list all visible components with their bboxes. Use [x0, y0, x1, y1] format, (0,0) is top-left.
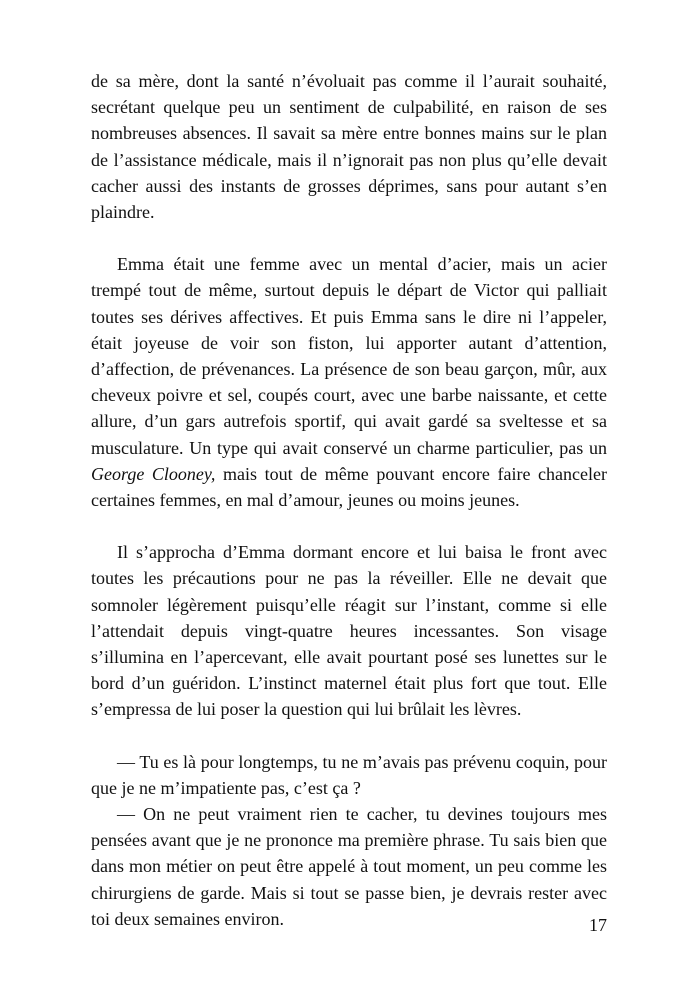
page-body — [91, 68, 607, 932]
paragraph-2 — [91, 251, 607, 513]
paragraph-1: de sa mère, dont la santé n’évoluait pas comme il l’aurait souhaité, secrétant quelque peu un sentiment de culpabilité, en raison de ses nombreuses absences. Il savait sa mère entre bonnes mains sur le plan de l’assistance médicale, mais il n’ignorait pas non plus qu’elle devait cacher aussi des instants de grosses déprimes, sans pour autant s’en plaindre. — [91, 71, 607, 223]
paragraph-2-text-end: mais tout de même pouvant encore faire chanceler certaines femmes, en mal d’amour, jeunes ou moins jeunes. — [91, 463, 607, 511]
paragraph-2-italic-name: George Clooney, — [91, 463, 216, 484]
dialogue-line-1: — Tu es là pour longtemps, tu ne m’avais pas prévenu coquin, pour que je ne m’impatiente pas, c’est ça ? — [91, 751, 607, 798]
page-number: 17 — [589, 915, 607, 935]
paragraph-2-text-start: Emma était une femme avec un mental d’acier, mais un acier trempé tout de même, surtout depuis le départ de Victor qui palliait toutes ses dérives affectives. Et puis Emma sans le dire ni l’appeler, était joyeuse de voir son fiston, lui apporter autant d’attention, d’affection, de prévenances. La présence de son beau garçon, mûr, aux cheveux poivre et sel, coupés court, avec une barbe naissante, et cette allure, d’un gars autrefois sportif, qui avait gardé sa sveltesse et sa musculature. Un type qui avait conservé un charme particulier, pas un — [91, 254, 607, 458]
dialogue-line-2: — On ne peut vraiment rien te cacher, tu devines toujours mes pensées avant que je ne prononce ma première phrase. Tu sais bien que dans mon métier on peut être appelé à tout moment, un peu comme les chirurgiens de garde. Mais si tout se passe bien, je devrais rester avec toi deux semaines environ. — [91, 804, 607, 929]
paragraph-3: Il s’approcha d’Emma dormant encore et lui baisa le front avec toutes les précautions pour ne pas la réveiller. Elle ne devait que somnoler légèrement puisqu’elle réagit sur l’instant, comme si elle l’attendait depuis vingt-quatre heures incessantes. Son visage s’illumina en l’apercevant, elle avait pourtant posé ses lunettes sur le bord d’un guéridon. L’instinct maternel était plus fort que tout. Elle s’empressa de lui poser la question qui lui brûlait les lèvres. — [91, 542, 607, 720]
